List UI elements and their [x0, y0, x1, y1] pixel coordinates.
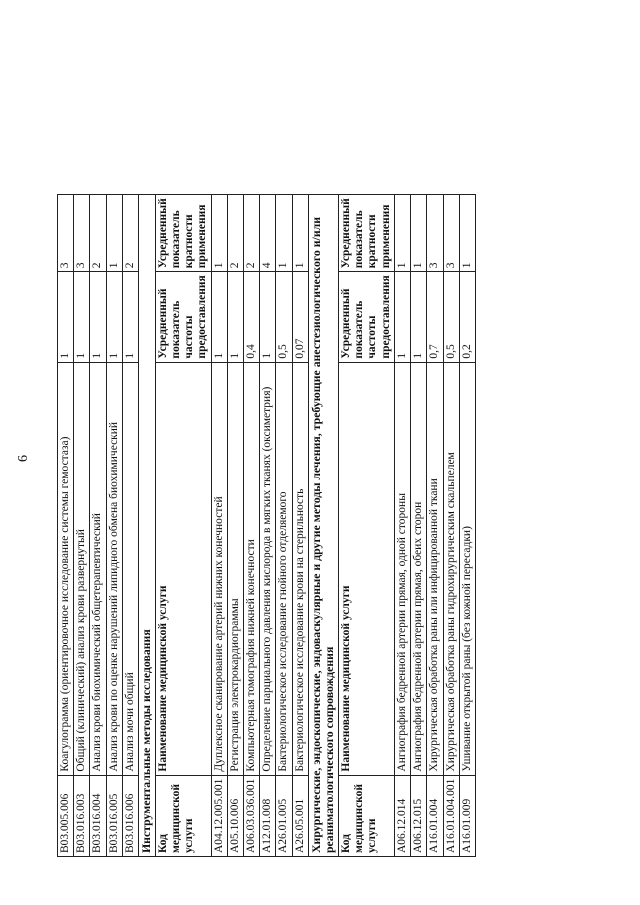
service-name: Определение парциального давления кислорода в мягких тканях (оксиметрия): [260, 362, 276, 775]
table-row: [211, 195, 227, 857]
multiplicity-value: 4: [260, 195, 276, 272]
multiplicity-value: 3: [58, 195, 74, 272]
service-code: A16.01.009: [459, 775, 475, 856]
column-header-multiplicity: Усредненный показатель кратности применения: [155, 195, 211, 272]
column-header-row: [338, 195, 394, 857]
service-name: Анализ крови по оценке нарушений липидного обмена биохимический: [106, 362, 122, 775]
column-header-row: [155, 195, 211, 857]
frequency-value: 1: [90, 272, 106, 362]
frequency-value: 1: [211, 272, 227, 362]
service-code: A26.05.001: [292, 775, 308, 856]
column-header-name: Наименование медицинской услуги: [338, 362, 394, 775]
section-title-instrumental-row: [139, 195, 156, 857]
service-name: Ангиография бедренной артерии прямая, обеих сторон: [411, 362, 427, 775]
column-header-code: Код медицинской услуги: [155, 775, 211, 856]
multiplicity-value: 2: [243, 195, 259, 272]
multiplicity-value: 1: [276, 195, 292, 272]
service-name: Анализ крови биохимический общетерапевтический: [90, 362, 106, 775]
service-code: A12.01.008: [260, 775, 276, 856]
frequency-value: 1: [394, 272, 410, 362]
service-name: Компьютерная томография нижней конечности: [243, 362, 259, 775]
page-number: 6: [16, 455, 31, 462]
service-name: Ангиография бедренной артерии прямая, одной стороны: [394, 362, 410, 775]
table-row: [243, 195, 259, 857]
service-code: A06.12.014: [394, 775, 410, 856]
multiplicity-value: 2: [122, 195, 138, 272]
frequency-value: 0,4: [243, 272, 259, 362]
table-row: [427, 195, 443, 857]
table-row: [122, 195, 138, 857]
service-code: A05.10.006: [227, 775, 243, 856]
service-name: Регистрация электрокардиограммы: [227, 362, 243, 775]
section-title-surgical: Хирургические, эндоскопические, эндоваскулярные и другие методы лечения, требующие анестезиологического и/или реаниматологического сопровождения: [308, 195, 338, 857]
table-row: [411, 195, 427, 857]
service-code: B03.016.006: [122, 775, 138, 856]
table-row: [459, 195, 475, 857]
frequency-value: 1: [260, 272, 276, 362]
multiplicity-value: 1: [394, 195, 410, 272]
frequency-value: 1: [227, 272, 243, 362]
multiplicity-value: 1: [459, 195, 475, 272]
frequency-value: 0,5: [276, 272, 292, 362]
table-row: [292, 195, 308, 857]
service-name: Ушивание открытой раны (без кожной пересадки): [459, 362, 475, 775]
section-title-instrumental: Инструментальные методы исследования: [139, 195, 156, 857]
multiplicity-value: 2: [227, 195, 243, 272]
column-header-frequency: Усредненный показатель частоты предоставления: [338, 272, 394, 362]
service-name: Общий (клинический) анализ крови развернутый: [74, 362, 90, 775]
column-header-name: Наименование медицинской услуги: [155, 362, 211, 775]
table-row: [260, 195, 276, 857]
column-header-frequency: Усредненный показатель частоты предоставления: [155, 272, 211, 362]
service-code: B03.016.003: [74, 775, 90, 856]
service-name: Хирургическая обработка раны или инфицированной ткани: [427, 362, 443, 775]
service-name: Бактериологическое исследование крови на стерильность: [292, 362, 308, 775]
services-table: [57, 194, 476, 857]
service-code: B03.016.005: [106, 775, 122, 856]
table-row: [227, 195, 243, 857]
frequency-value: 1: [411, 272, 427, 362]
multiplicity-value: 1: [292, 195, 308, 272]
multiplicity-value: 3: [427, 195, 443, 272]
multiplicity-value: 1: [106, 195, 122, 272]
frequency-value: 0,5: [443, 272, 459, 362]
service-code: A06.03.036.001: [243, 775, 259, 856]
service-name: Коагулограмма (ориентировочное исследование системы гемостаза): [58, 362, 74, 775]
service-name: Хирургическая обработка раны гидрохирургическим скальпелем: [443, 362, 459, 775]
service-code: A06.12.015: [411, 775, 427, 856]
multiplicity-value: 1: [211, 195, 227, 272]
service-code: A16.01.004: [427, 775, 443, 856]
service-code: A26.01.005: [276, 775, 292, 856]
frequency-value: 0,2: [459, 272, 475, 362]
table-row: [58, 195, 74, 857]
frequency-value: 1: [122, 272, 138, 362]
frequency-value: 0,7: [427, 272, 443, 362]
column-header-code: Код медицинской услуги: [338, 775, 394, 856]
frequency-value: 1: [74, 272, 90, 362]
multiplicity-value: 3: [443, 195, 459, 272]
column-header-multiplicity: Усредненный показатель кратности применения: [338, 195, 394, 272]
frequency-value: 1: [58, 272, 74, 362]
service-name: Дуплексное сканирование артерий нижних конечностей: [211, 362, 227, 775]
services-table-body: [58, 195, 476, 857]
service-name: Анализ мочи общий: [122, 362, 138, 775]
service-code: A04.12.005.001: [211, 775, 227, 856]
table-row: [394, 195, 410, 857]
frequency-value: 0,07: [292, 272, 308, 362]
table-row: [106, 195, 122, 857]
service-name: Бактериологическое исследование гнойного отделяемого: [276, 362, 292, 775]
multiplicity-value: 1: [411, 195, 427, 272]
table-row: [276, 195, 292, 857]
multiplicity-value: 2: [90, 195, 106, 272]
service-code: B03.005.006: [58, 775, 74, 856]
service-code: A16.01.004.001: [443, 775, 459, 856]
table-row: [443, 195, 459, 857]
table-row: [74, 195, 90, 857]
table-row: [90, 195, 106, 857]
multiplicity-value: 3: [74, 195, 90, 272]
service-code: B03.016.004: [90, 775, 106, 856]
frequency-value: 1: [106, 272, 122, 362]
section-title-surgical-row: [308, 195, 338, 857]
